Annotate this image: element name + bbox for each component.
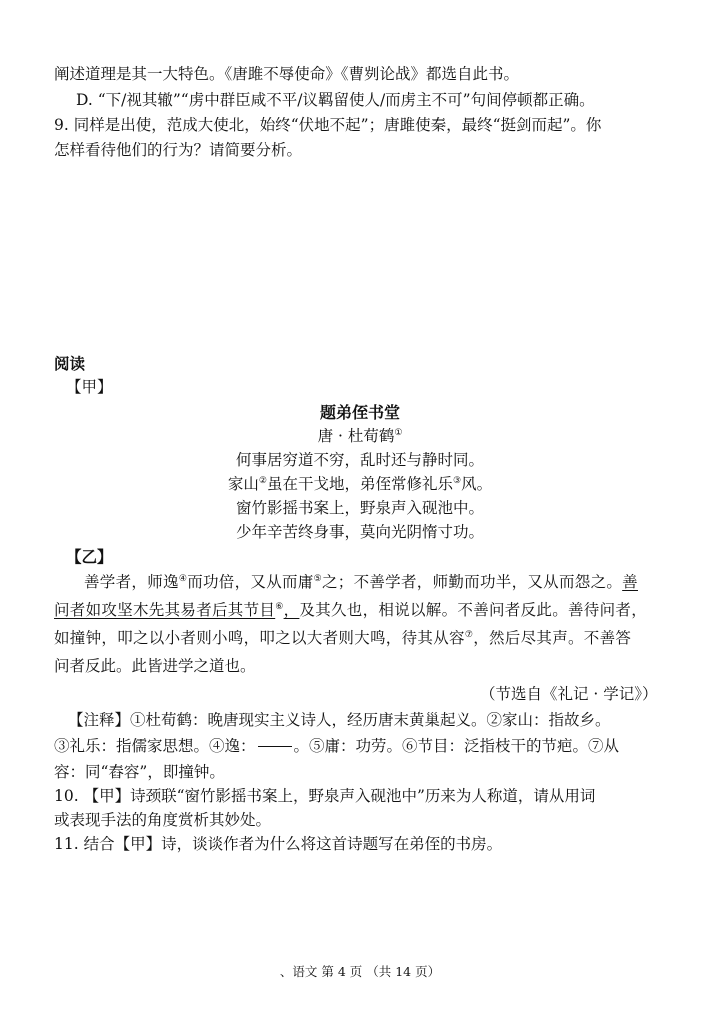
note-mark: ① <box>394 428 403 438</box>
passage-line: 问者反此。此皆进学之道也。 <box>54 657 256 675</box>
page-footer: 、语文 第 4 页 （共 14 页） <box>279 964 441 979</box>
section-heading: 阅读 <box>54 354 86 373</box>
underlined-sentence: 问者如攻坚木先其易者后其节目 <box>54 601 276 619</box>
poem-line: 少年辛苦终身事，莫向光阴惰寸功。 <box>235 523 484 541</box>
yi-label: 【乙】 <box>66 547 113 566</box>
question-10-cont: 或表现手法的角度赏析其妙处。 <box>54 811 272 829</box>
poem-line: 何事居穷道不穷，乱时还与静时同。 <box>235 451 484 469</box>
poem-line: 家山②虽在干戈地，弟侄常修礼乐③风。 <box>227 475 493 493</box>
passage-line: 如撞钟，叩之以小者则小鸣，叩之以大者则大鸣，待其从容⑦，然后尽其声。不善答 <box>54 629 632 647</box>
note-mark: ② <box>258 476 267 486</box>
note-mark: ⑤ <box>313 574 322 584</box>
note-mark: ③ <box>453 476 462 486</box>
poem-author: 唐 · 杜荀鹤① <box>317 427 403 445</box>
text-line: 阐述道理是其一大特色。《唐雎不辱使命》《曹刿论战》都选自此书。 <box>54 65 520 83</box>
jia-label: 【甲】 <box>66 378 113 396</box>
question-11: 11. 结合【甲】诗，谈谈作者为什么将这首诗题写在弟侄的书房。 <box>54 835 503 853</box>
notes-line: 【注释】①杜荀鹤：晚唐现实主义诗人，经历唐末黄巢起义。②家山：指故乡。 <box>68 711 611 729</box>
answer-blank[interactable] <box>258 745 292 747</box>
note-mark: ⑥ <box>275 602 284 612</box>
poem-line: 窗竹影摇书案上，野泉声入砚池中。 <box>235 499 484 517</box>
option-d: D. “下/视其辙”“虏中群臣咸不平/议羁留使人/而虏主不可”句间停顿都正确。 <box>76 91 595 109</box>
notes-line: ③礼乐：指儒家思想。④逸： 。⑤庸：功劳。⑥节目：泛指枝干的节疤。⑦从 <box>54 737 620 755</box>
question-10: 10. 【甲】诗颈联“窗竹影摇书案上，野泉声入砚池中”历来为人称道，请从用词 <box>54 787 596 805</box>
passage-line: 善学者，师逸④而功倍，又从而庸⑤之；不善学者，师勤而功半，又从而怨之。善 <box>84 573 638 591</box>
notes-line: 容：同“舂容”，即撞钟。 <box>54 763 225 781</box>
note-mark: ④ <box>178 574 188 584</box>
poem-title: 题弟侄书堂 <box>319 403 400 422</box>
question-9-cont: 怎样看待他们的行为？请简要分析。 <box>54 141 303 159</box>
question-9: 9. 同样是出使，范成大使北，始终“伏地不起”；唐雎使秦，最终“挺剑而起”。你 <box>54 116 602 134</box>
passage-line: 问者如攻坚木先其易者后其节目⑥，及其久也，相说以解。不善问者反此。善待问者， <box>54 601 647 619</box>
source-citation: （节选自《礼记 · 学记》） <box>480 685 658 703</box>
note-mark: ⑦ <box>464 630 474 640</box>
